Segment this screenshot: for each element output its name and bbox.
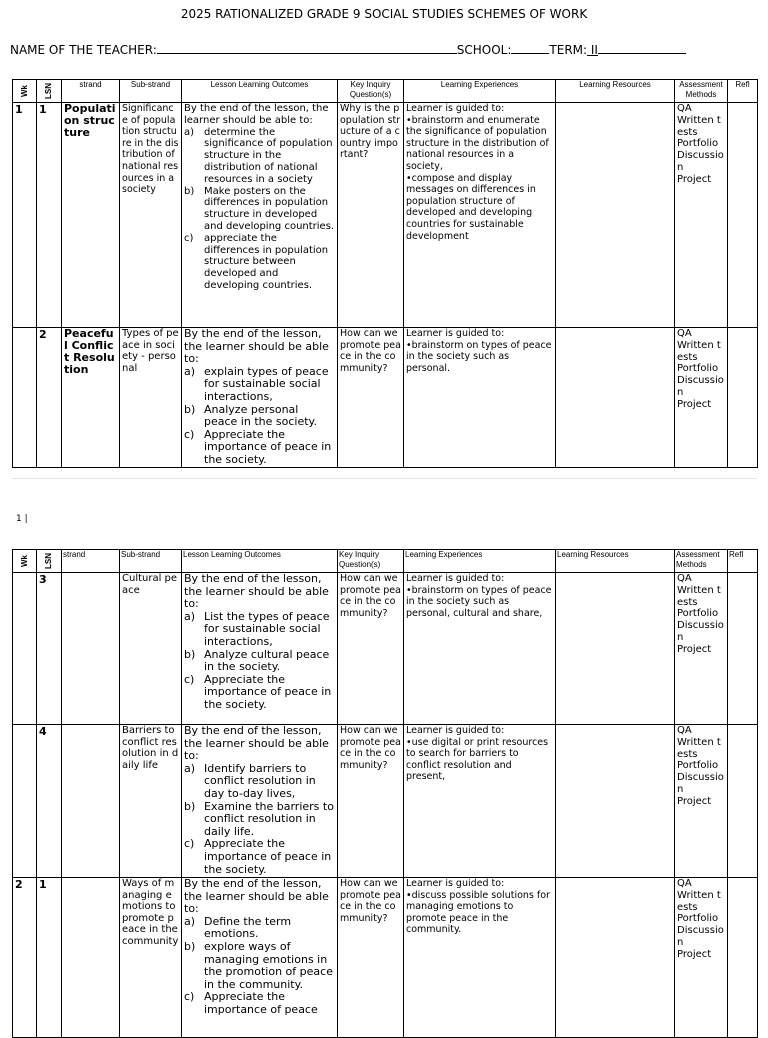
outcomes-cell [182,103,338,328]
col-header-resources: Learning Resources [556,80,675,103]
col-header-outcomes: Lesson Learning Outcomes [182,80,338,103]
reflection-cell [728,103,758,328]
resources-cell [556,103,675,328]
experience-item: •use digital or print resources to search for barriers to conflict resolution and present, [406,736,549,783]
inquiry-question-cell: How can we promote peace in the community? [338,878,404,1038]
experience-item: •brainstorm and enumerate the significance of population structure in the distribution of national resources in a society, [406,114,549,172]
sub-strand-cell: Ways of managing emotions to promote peace in the community [120,878,182,1038]
assessment-method: Portfolio [677,608,719,620]
assessment-method: Discussion [677,620,724,643]
outcome-marker: a) [184,609,196,623]
outcome-item [184,649,335,674]
experiences-cell [404,573,556,725]
outcome-marker: c) [184,990,195,1004]
lesson-cell: 2 [37,328,62,468]
assessment-method: Portfolio [677,760,719,772]
outcome-item [184,233,335,292]
page-number: 1 | [16,514,28,524]
experience-item: •compose and display messages on differences in population structure of developed and developing countries for sustainable development [406,172,536,242]
col-header-inquiry: Key Inquiry Question(s) [338,80,404,103]
outcome-marker: b) [184,185,195,197]
outcomes-list [184,763,335,876]
outcome-marker: a) [184,761,196,775]
assessment-cell [675,725,728,878]
outcome-text: appreciate the differences in population structure between developed and developing countries. [204,232,329,291]
outcomes-cell [182,878,338,1038]
inquiry-question-cell: Why is the population structure of a country important? [338,103,404,328]
outcomes-intro: By the end of the lesson, the learner should be able to: [184,572,329,611]
experiences-cell [404,103,556,328]
outcome-item [184,916,335,941]
outcome-text: Analyze personal peace in the society. [204,402,317,429]
outcome-text: Appreciate the importance of peace in the society. [204,427,332,466]
col-header-refl: Refl [728,550,758,573]
reflection-cell [728,573,758,725]
teacher-info-line [10,42,686,57]
outcomes-intro: By the end of the lesson, the learner should be able to: [184,327,329,366]
assessment-method: Project [677,173,712,185]
sub-strand-cell: Cultural peace [120,573,182,725]
assessment-method: Written tests [677,889,721,913]
lesson-cell: 1 [37,103,62,328]
col-header-resources: Learning Resources [556,550,675,573]
experience-item: •brainstorm on types of peace in the society such as personal, cultural and share, [406,584,552,619]
reflection-cell [728,725,758,878]
inquiry-question-cell: How can we promote peace in the community? [338,328,404,468]
outcome-text: List the types of peace for sustainable social interactions, [204,609,330,648]
page-divider [12,478,757,479]
outcome-text: Appreciate the importance of peace [204,990,318,1016]
outcome-item [184,611,335,649]
experiences-cell [404,328,556,468]
outcome-marker: a) [184,126,195,138]
col-header-lsn: LSN [37,80,62,103]
outcome-marker: c) [184,232,194,244]
table-row [13,573,758,725]
strand-cell [62,573,120,725]
outcome-marker: c) [184,672,195,686]
table-header-row [13,550,758,573]
outcome-marker: b) [184,939,196,953]
outcome-marker: a) [184,914,196,928]
col-header-sub-strand: Sub-strand [120,550,182,573]
col-header-inquiry: Key Inquiry Question(s) [338,550,404,573]
table-row [13,725,758,878]
assessment-method: Discussion [677,150,724,173]
outcome-marker: c) [184,837,195,851]
outcome-text: Define the term emotions. [204,914,292,941]
col-header-sub-strand: Sub-strand [120,80,182,103]
reflection-cell [728,328,758,468]
experiences-intro: Learner is guided to: [406,328,505,339]
assessment-cell [675,103,728,328]
assessment-method: Discussion [677,925,724,948]
outcome-marker: b) [184,799,196,813]
outcome-text: determine the significance of population structure in the distribution of national resources in a society [204,126,333,185]
col-header-wk: Wk [13,550,37,573]
strand-cell [62,878,120,1038]
outcomes-list [184,366,335,467]
col-header-outcomes: Lesson Learning Outcomes [182,550,338,573]
outcome-item [184,127,335,186]
col-header-strand: strand [62,80,120,103]
outcome-text: Make posters on the differences in population structure in developed and developing countries. [204,185,335,232]
outcome-item [184,838,335,876]
scheme-table-page-2 [12,549,758,1038]
table-row [13,103,758,328]
experiences-cell [404,725,556,878]
assessment-method: Written tests [677,339,721,363]
document-title: 2025 RATIONALIZED GRADE 9 SOCIAL STUDIES SCHEMES OF WORK [180,7,588,21]
teacher-label: NAME OF THE TEACHER: [10,43,157,57]
outcome-marker: b) [184,402,196,416]
outcomes-intro: By the end of the lesson, the learner should be able to: [184,877,329,916]
outcome-item [184,366,335,404]
experience-item: •brainstorm on types of peace in the society such as personal. [406,339,552,374]
term-label: TERM: [549,43,588,57]
assessment-method: QA [677,573,692,584]
outcome-item [184,429,335,467]
resources-cell [556,328,675,468]
assessment-method: Project [677,795,712,807]
outcome-marker: b) [184,647,196,661]
lesson-cell: 3 [37,573,62,725]
assessment-method: Portfolio [677,913,719,925]
week-cell: 2 [13,878,37,1038]
assessment-cell [675,573,728,725]
scheme-table-page-1 [12,79,758,468]
week-cell [13,328,37,468]
assessment-method: Written tests [677,736,721,760]
experiences-intro: Learner is guided to: [406,103,505,114]
outcome-item [184,404,335,429]
outcome-text: explain types of peace for sustainable social interactions, [204,364,329,403]
assessment-method: Written tests [677,114,721,138]
assessment-method: Project [677,948,712,960]
assessment-method: Written tests [677,584,721,608]
col-header-assessment: Assessment Methods [675,80,728,103]
lesson-cell: 1 [37,878,62,1038]
teacher-name-blank [157,42,457,54]
strand-cell: Population structure [62,103,120,328]
outcomes-cell [182,725,338,878]
outcomes-list [184,611,335,712]
experiences-intro: Learner is guided to: [406,573,505,584]
col-header-wk: Wk [13,80,37,103]
outcome-item [184,186,335,233]
term-blank [598,42,686,54]
table-row [13,328,758,468]
school-label: SCHOOL: [456,43,512,57]
col-header-refl: Refl [728,80,758,103]
term-value: II [587,43,598,57]
sub-strand-cell: Types of peace in society - personal [120,328,182,468]
outcomes-intro: By the end of the lesson, the learner should be able to: [184,724,329,763]
outcome-text: Analyze cultural peace in the society. [204,647,330,674]
week-cell: 1 [13,103,37,328]
outcomes-list [184,916,335,1017]
outcome-marker: a) [184,364,196,378]
outcomes-cell [182,328,338,468]
strand-cell [62,725,120,878]
outcome-item [184,801,335,839]
experiences-intro: Learner is guided to: [406,725,505,736]
week-cell [13,573,37,725]
resources-cell [556,878,675,1038]
resources-cell [556,725,675,878]
experiences-cell [404,878,556,1038]
assessment-cell [675,328,728,468]
col-header-assessment: Assessment Methods [675,550,728,573]
col-header-experiences: Learning Experiences [404,550,556,573]
resources-cell [556,573,675,725]
assessment-method: Portfolio [677,363,719,375]
inquiry-question-cell: How can we promote peace in the community? [338,573,404,725]
lesson-cell: 4 [37,725,62,878]
outcomes-cell [182,573,338,725]
table-row [13,878,758,1038]
outcome-text: Identify barriers to conflict resolution in day to-day lives, [204,761,316,800]
assessment-method: Discussion [677,772,724,795]
assessment-method: Project [677,398,712,410]
assessment-method: QA [677,878,692,889]
col-header-experiences: Learning Experiences [404,80,556,103]
assessment-cell [675,878,728,1038]
school-blank [511,42,549,54]
outcome-item [184,941,335,991]
table-header-row [13,80,758,103]
sub-strand-cell: Barriers to conflict resolution in daily life [120,725,182,878]
sub-strand-cell: Significance of population structure in the distribution of national resources in a society [120,103,182,328]
outcome-item [184,763,335,801]
week-cell [13,725,37,878]
outcome-text: Appreciate the importance of peace in the society. [204,837,332,876]
assessment-method: QA [677,725,692,736]
assessment-method: Project [677,643,712,655]
assessment-method: Discussion [677,375,724,398]
assessment-method: Portfolio [677,138,719,150]
outcome-item [184,991,335,1016]
outcomes-list [184,127,335,292]
strand-cell: Peaceful Conflict Resolution [62,328,120,468]
experience-item: •discuss possible solutions for managing emotions to promote peace in the community. [406,889,550,936]
outcome-item [184,674,335,712]
reflection-cell [728,878,758,1038]
col-header-lsn: LSN [37,550,62,573]
outcomes-intro: By the end of the lesson, the learner should be able to: [184,103,329,126]
outcome-text: Appreciate the importance of peace in the society. [204,672,332,711]
col-header-strand: strand [62,550,120,573]
experiences-intro: Learner is guided to: [406,878,505,889]
assessment-method: QA [677,103,692,114]
outcome-marker: c) [184,427,195,441]
inquiry-question-cell: How can we promote peace in the community? [338,725,404,878]
outcome-text: Examine the barriers to conflict resolution in daily life. [204,799,334,838]
assessment-method: QA [677,328,692,339]
outcome-text: explore ways of managing emotions in the promotion of peace in the community. [204,939,333,991]
